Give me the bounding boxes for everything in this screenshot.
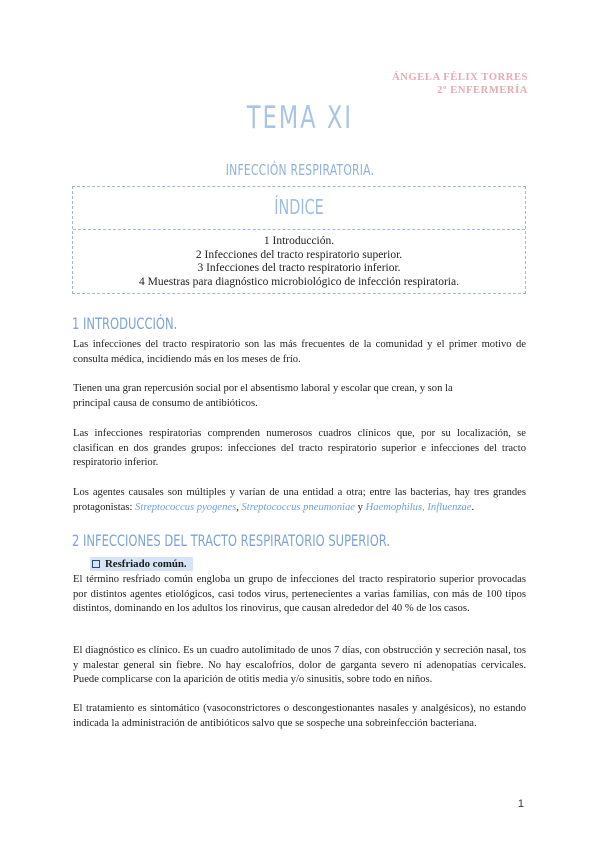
author-block [392,71,528,97]
index-divider [73,229,525,230]
paragraph: El término resfriado común engloba un grupo de infecciones del tracto respiratorio superior provocadas por distintos agentes etiológicos, casi todos virus, pertenecientes a varias familias, con más de 100 tipos distintos, dominando en los adultos los rinovirus, que causan alrededor del 40 % de los casos. [73,574,526,615]
paragraph: El diagnóstico es clínico. Es un cuadro autolimitado de unos 7 días, con obstrucción y secreción nasal, tos y malestar general sin fiebre. No hay escalofríos, dolor de garganta severo ni adenopatías cervicales. Puede complicarse con la aparición de otitis media y/o sinusitis, sobre todo en niños. [73,645,526,686]
paragraph-line: Tienen una gran repercusión social por el absentismo laboral y escolar que crean, y son la [73,383,453,394]
index-box [72,186,526,294]
species-name: Streptococcus pneumoniae [241,501,355,513]
index-item: 4 Muestras para diagnóstico microbiológico de infección respiratoria. [139,275,459,288]
paragraph: El tratamiento es sintomático (vasoconstrictores o descongestionantes nasales y analgésicos), no estando indicada la administración de antibióticos salvo que se sospeche una sobreinfección bacteriana. [73,703,526,729]
author-name: ÁNGELA FÉLIX TORRES [392,72,528,83]
section-heading-introduccion: 1 INTRODUCCIÓN. [72,314,178,333]
index-item: 3 Infecciones del tracto respiratorio inferior. [197,262,401,275]
section-heading-tracto-superior: 2 INFECCIONES DEL TRACTO RESPIRATORIO SUPERIOR. [72,531,391,550]
paragraph-line: principal causa de consumo de antibióticos. [73,397,258,409]
paragraph: Las infecciones del tracto respiratorio son las más frecuentes de la comunidad y el primer motivo de consulta médica, incidiendo más en los meses de frío. [73,339,526,365]
index-list [73,235,525,289]
subheading-resfriado [90,557,193,571]
paragraph-agentes: Los agentes causales son múltiples y varían de una entidad a otra; entre las bacterias, hay tres grandes protagonistas: Streptococcus pyogenes, Streptococcus pneumoniae y Haemophilus, Influenzae. [73,487,526,513]
paragraph-text: Los agentes causales son múltiples y varían de una entidad a otra; entre las bacterias, hay tres grandes protagonistas: [73,487,526,513]
conjunction: y [357,501,363,513]
subheading-label: Resfriado común. [105,558,187,570]
paragraph: Las infecciones respiratorias comprenden numerosos cuadros clínicos que, por su localización, se clasifican en dos grandes grupos: infecciones del tracto respiratorio superior e infecciones del tracto respiratorio inferior. [73,428,526,469]
paragraph [73,382,526,411]
index-heading: ÍNDICE [274,195,324,219]
checkbox-icon [92,560,100,568]
index-item: 2 Infecciones del tracto respiratorio superior. [195,248,403,261]
document-title: TEMA XI [246,100,354,136]
author-course: 2º ENFERMERÍA [437,85,528,96]
species-name: Haemophilus, Influenzae [365,501,472,513]
index-item: 1 Introducción. [263,235,335,247]
page-number: 1 [517,798,524,810]
species-name: Streptococcus pyogenes [135,501,237,513]
document-subtitle: INFECCIÓN RESPIRATORIA. [225,161,375,179]
